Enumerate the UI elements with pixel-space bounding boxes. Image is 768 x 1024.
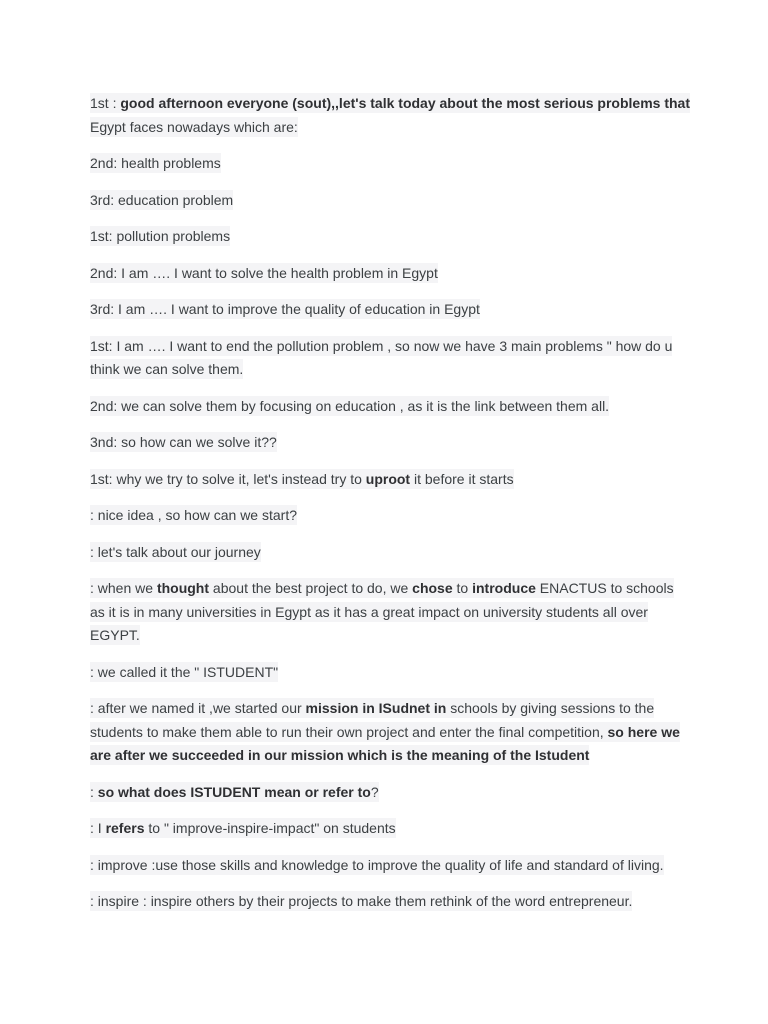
bold-text: thought <box>156 580 210 596</box>
paragraph-text <box>90 542 261 562</box>
paragraph-text <box>90 336 672 380</box>
paragraph <box>90 92 690 139</box>
text-run: : nice idea , so how can we start? <box>90 507 297 523</box>
paragraph-text <box>90 190 233 210</box>
bold-text: uproot <box>365 470 411 487</box>
text-run: 1st: why we try to solve it, let's instead try to <box>90 470 366 487</box>
text-run: ? <box>370 783 379 800</box>
paragraph <box>90 262 690 286</box>
paragraph-text <box>90 93 690 137</box>
text-run: : we called it the " ISTUDENT" <box>90 663 279 680</box>
paragraph <box>90 152 690 176</box>
paragraph-text <box>90 662 278 682</box>
text-run: schools by giving sessions to the students to make them able to run their own project and enter the final competition, <box>90 700 655 740</box>
paragraph <box>90 697 690 768</box>
text-run: 3rd: education problem <box>90 191 234 208</box>
bold-text: refers <box>105 820 145 836</box>
paragraph <box>90 890 690 914</box>
bold-text: so here we are after we succeeded in our mission which is the meaning of the Istudent <box>90 723 680 763</box>
paragraph <box>90 395 690 419</box>
paragraph-text <box>90 891 632 911</box>
paragraph-text <box>90 855 664 875</box>
text-run: : let's talk about our journey <box>90 543 261 560</box>
paragraph <box>90 854 690 878</box>
text-run: it before it starts <box>410 470 514 487</box>
text-run: 2nd: we can solve them by focusing on education , as it is the link between them all. <box>90 397 610 414</box>
paragraph <box>90 541 690 565</box>
text-run: ENACTUS to schools as it is in many universities in Egypt as it has a great impact on university students all over EGYPT. <box>90 580 674 643</box>
paragraph-text <box>90 432 277 452</box>
paragraph-text <box>90 396 609 416</box>
text-run: : inspire : inspire others by their projects to make them rethink of the word entrepreneur. <box>90 893 633 909</box>
paragraph <box>90 431 690 455</box>
paragraph-text <box>90 469 514 489</box>
text-run: 3nd: so how can we solve it?? <box>90 434 277 450</box>
paragraph <box>90 577 690 648</box>
paragraph-text <box>90 818 396 838</box>
text-run: : after we named it ,we started our <box>90 700 306 716</box>
text-run: 1st : <box>90 95 121 111</box>
text-run: 1st: pollution problems <box>90 228 231 244</box>
bold-text: chose <box>412 580 453 596</box>
document-body <box>90 92 690 927</box>
text-run: 3rd: I am …. I want to improve the quality of education in Egypt <box>90 301 480 317</box>
text-run: Egypt faces nowadays which are: <box>90 118 298 135</box>
text-run: : when we <box>90 580 157 596</box>
text-run: : I <box>90 820 106 836</box>
text-run: to " improve-inspire-impact" on students <box>144 820 396 836</box>
text-run: about the best project to do, we <box>209 580 413 596</box>
text-run: : improve :use those skills and knowledge to improve the quality of life and standard of living. <box>90 856 664 873</box>
paragraph <box>90 225 690 249</box>
paragraph <box>90 504 690 528</box>
paragraph-text <box>90 578 674 645</box>
bold-text: good afternoon everyone (sout),,let's talk today about the most serious problems that <box>120 95 690 111</box>
text-run: 2nd: health problems <box>90 155 221 171</box>
paragraph-text <box>90 505 297 525</box>
paragraph-text <box>90 698 680 765</box>
paragraph-text <box>90 782 379 802</box>
paragraph-text <box>90 299 480 319</box>
text-run: : <box>90 783 98 800</box>
paragraph <box>90 661 690 685</box>
paragraph <box>90 335 690 382</box>
bold-text: introduce <box>472 580 536 596</box>
paragraph <box>90 298 690 322</box>
paragraph-text <box>90 226 230 246</box>
bold-text: so what does ISTUDENT mean or refer to <box>97 783 371 800</box>
paragraph <box>90 817 690 841</box>
text-run: 2nd: I am …. I want to solve the health problem in Egypt <box>90 264 438 281</box>
paragraph-text <box>90 153 221 173</box>
paragraph <box>90 189 690 213</box>
bold-text: mission in ISudnet in <box>305 700 447 716</box>
text-run: 1st: I am …. I want to end the pollution problem , so now we have 3 main problems " how do u think we can solve them. <box>90 337 673 377</box>
paragraph <box>90 781 690 805</box>
paragraph <box>90 468 690 492</box>
text-run: to <box>452 580 473 596</box>
paragraph-text <box>90 263 438 283</box>
